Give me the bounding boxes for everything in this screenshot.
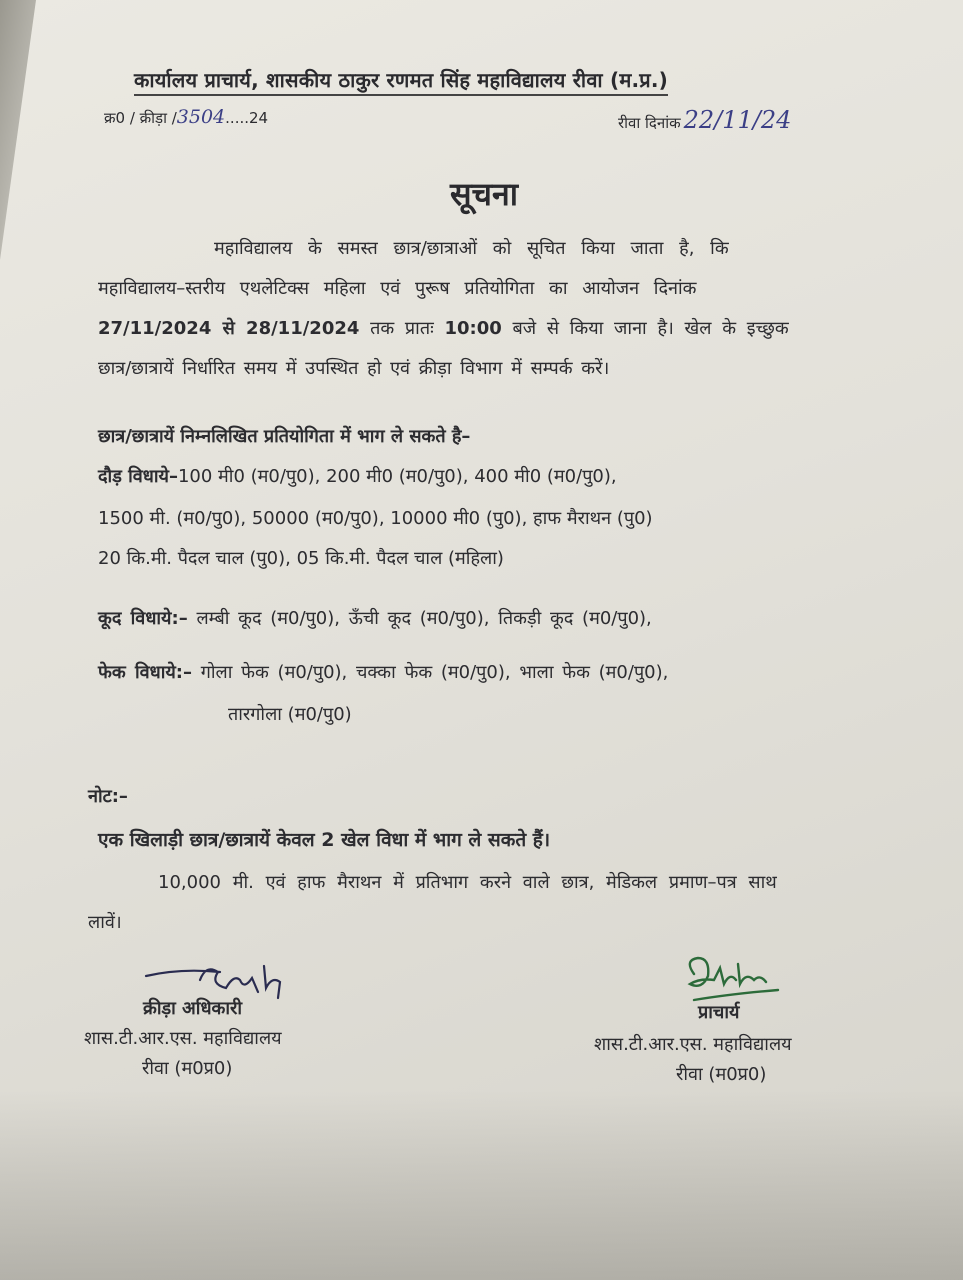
race-events-line-3: 20 कि.मी. पैदल चाल (पु0), 05 कि.मी. पैदल चाल (महिला) [98,548,504,569]
sports-officer-place: रीवा (म0प्र0) [142,1058,233,1079]
event-time: 10:00 [444,318,502,339]
race-label: दौड़ विधाये– [98,466,178,487]
note-label: नोट:– [88,786,128,807]
principal-title: प्राचार्य [698,1002,740,1023]
reference-number: 3504 [176,106,226,128]
race-events-line-1: दौड़ विधाये–100 मी0 (म0/पु0), 200 मी0 (म0/पु0), 400 मी0 (म0/पु0), [98,466,617,487]
principal-college: शास.टी.आर.एस. महाविद्यालय [594,1034,792,1055]
jump-events-line: कूद विधाये:– लम्बी कूद (म0/पु0), ऊँची कूद (म0/पु0), तिकड़ी कूद (म0/पु0), [98,608,652,629]
para-line-3: 27/11/2024 से 28/11/2024 तक प्रातः 10:00 बजे से किया जाना है। खेल के इच्छुक [98,318,789,339]
sports-officer-college: शास.टी.आर.एस. महाविद्यालय [84,1028,282,1049]
reference-year: 24 [249,109,269,127]
para-line-4: छात्र/छात्रायें निर्धारित समय में उपस्थित हो एवं क्रीड़ा विभाग में सम्पर्क करें। [98,358,610,379]
throw-label: फेक विधाये:– [98,662,193,683]
jump-label: कूद विधाये:– [98,608,188,629]
para-line-2: महाविद्यालय–स्तरीय एथलेटिक्स महिला एवं पुरूष प्रतियोगिता का आयोजन दिनांक [98,278,697,299]
race-events-line-2: 1500 मी. (म0/पु0), 50000 (म0/पु0), 10000 मी0 (पु0), हाफ मैराथन (पु0) [98,508,653,529]
para-line-1: महाविद्यालय के समस्त छात्र/छात्राओं को सूचित किया जाता है, कि [214,238,729,259]
principal-place: रीवा (म0प्र0) [676,1064,767,1085]
sports-officer-title: क्रीड़ा अधिकारी [143,998,243,1019]
office-header: कार्यालय प्राचार्य, शासकीय ठाकुर रणमत सिंह महाविद्यालय रीवा (म.प्र.) [134,66,668,96]
page-shadow [0,1090,963,1280]
date-prefix: रीवा दिनांक [618,114,681,132]
reference-prefix: क्र0 / क्रीड़ा / [104,109,177,127]
events-intro: छात्र/छात्रायें निम्नलिखित प्रतियोगिता में भाग ले सकते है– [98,426,471,447]
note-line-2: 10,000 मी. एवं हाफ मैराथन में प्रतिभाग करने वाले छात्र, मेडिकल प्रमाण–पत्र साथ [158,872,777,893]
throw-events-line-2: तारगोला (म0/पु0) [228,704,352,725]
notice-title: सूचना [450,175,519,213]
date-line [618,106,791,134]
throw-events-line-1: फेक विधाये:– गोला फेक (म0/पु0), चक्का फेक (म0/पु0), भाला फेक (म0/पु0), [98,662,669,683]
note-line-3: लावें। [88,912,122,933]
reference-line: क्र0 / क्रीड़ा /3504.....24 [104,106,269,128]
page-fold-shadow [0,0,36,260]
date-value: 22/11/24 [683,106,792,134]
note-line-1: एक खिलाड़ी छात्र/छात्रायें केवल 2 खेल विधा में भाग ले सकते हैं। [98,829,551,851]
event-dates: 27/11/2024 से 28/11/2024 [98,318,360,339]
